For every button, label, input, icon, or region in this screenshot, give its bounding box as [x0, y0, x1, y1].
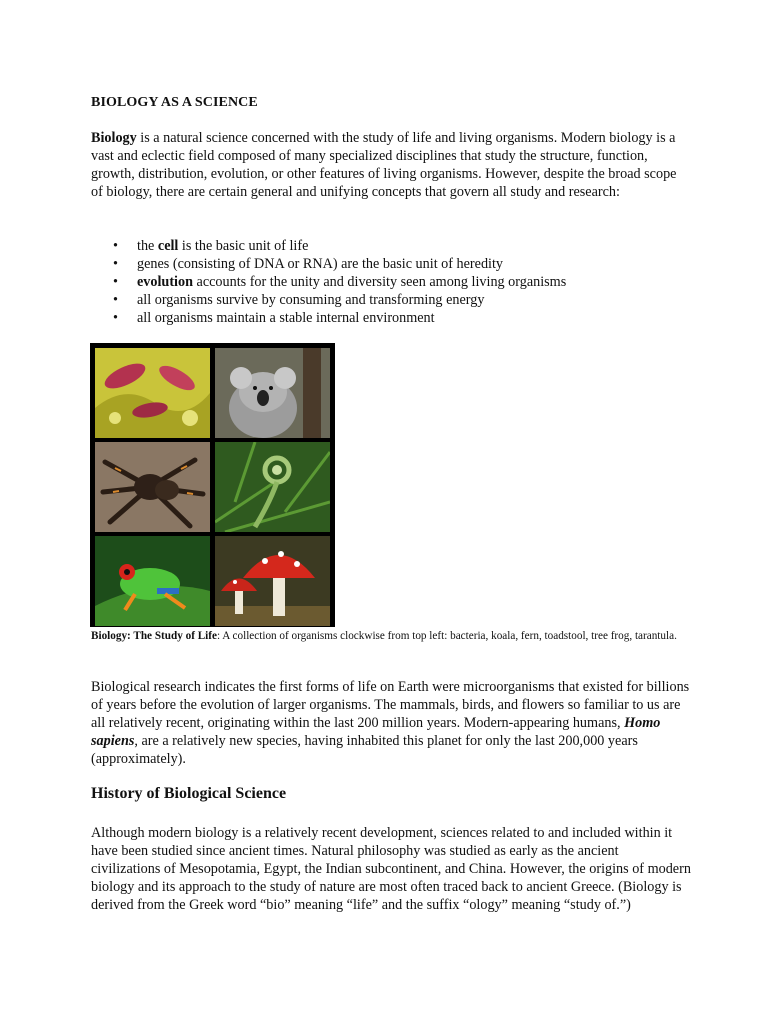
organisms-collage [90, 343, 335, 627]
species-name: Homo sapiens [91, 715, 661, 749]
intro-term: Biology [91, 130, 137, 146]
toadstool-image [215, 536, 330, 626]
tree-frog-image [95, 536, 210, 626]
bullet-icon: • [113, 310, 118, 326]
bacteria-image [95, 348, 210, 438]
bullet-icon: • [113, 292, 118, 308]
fern-image [215, 442, 330, 532]
figure-caption [91, 629, 691, 644]
document-title: BIOLOGY AS A SCIENCE [91, 95, 258, 110]
list-item: • the cell is the basic unit of life [113, 238, 309, 254]
intro-text: is a natural science concerned with the study of life and living organisms. Modern biology is a vast and eclectic field composed of many specialized disciplines that study the structure, function, growth, distribution, evolution, or other features of living organisms. However, despite the broad scope of biology, there are certain general and unifying concepts that govern all study and research: [91, 130, 677, 200]
intro-paragraph [91, 129, 691, 201]
list-item: • all organisms survive by consuming and transforming energy [113, 292, 485, 308]
concepts-list [91, 237, 566, 327]
list-item: • all organisms maintain a stable internal environment [113, 310, 435, 326]
bullet-icon: • [113, 238, 118, 254]
bullet-icon: • [113, 256, 118, 272]
research-paragraph: Biological research indicates the first forms of life on Earth were microorganisms that existed for billions of years before the evolution of larger organisms. The mammals, birds, and flowers so familiar to us are all relatively recent, originating within the last 200 million years. Modern-appearing humans, Homo sapiens, are a relatively new species, having inhabited this planet for only the last 200,000 years (approximately). [91, 679, 690, 767]
tarantula-image [95, 442, 210, 532]
koala-image [215, 348, 330, 438]
bullet-icon: • [113, 274, 118, 290]
list-item: • genes (consisting of DNA or RNA) are the basic unit of heredity [113, 256, 504, 272]
list-item: • evolution accounts for the unity and diversity seen among living organisms [113, 274, 567, 290]
section-heading: History of Biological Science [91, 785, 287, 802]
caption-text: : A collection of organisms clockwise from top left: bacteria, koala, fern, toadstool, tree frog, tarantula. [216, 630, 677, 642]
caption-title: Biology: The Study of Life [91, 630, 217, 642]
history-paragraph: Although modern biology is a relatively recent development, sciences related to and included within it have been studied since ancient times. Natural philosophy was studied as early as the ancient civilizations of Mesopotamia, Egypt, the Indian subcontinent, and China. However, the origins of modern biology and its approach to the study of nature are most often traced back to ancient Greece. (Biology is derived from the Greek word “bio” meaning “life” and the suffix “ology” meaning “study of.”) [91, 825, 691, 913]
